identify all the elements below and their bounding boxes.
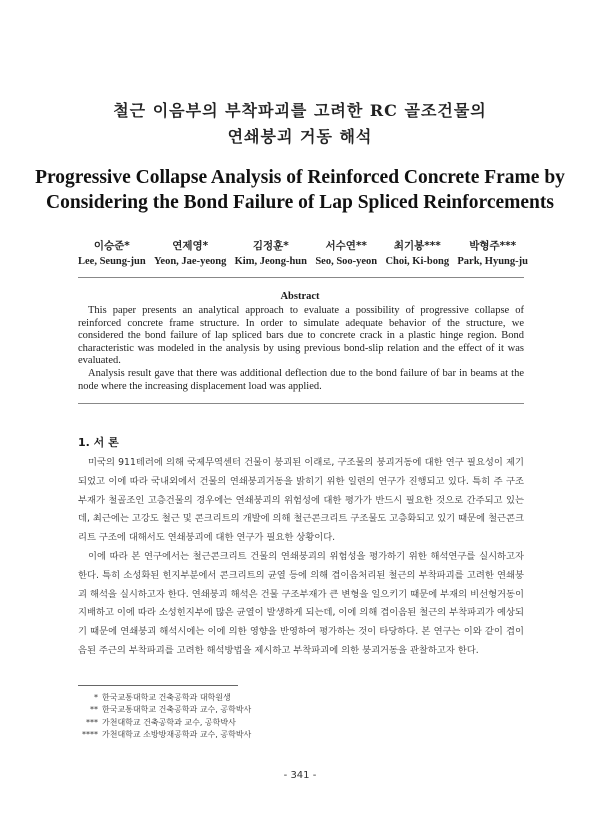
page-number: - 341 - <box>283 770 317 781</box>
footnote-text: 가천대학교 소방방재공학과 교수, 공학박사 <box>102 729 252 739</box>
author-3 <box>235 238 307 270</box>
footnote-marker: **** <box>82 729 98 739</box>
body-paragraph: 미국의 911테러에 의해 국제무역센터 건물이 붕괴된 이래로, 구조물의 붕괴거동에 대한 연구 필요성이 제기되었고 이에 따라 국내외에서 건물의 연쇄붕괴거동을 밝히기 위한 일련의 연구가 진행되고 있다. 특히 주 구조부재가 철골조인 고층건물의 경우에는 연쇄붕괴의 위험성에 대한 평가가 반드시 필요한 것으로 간주되고 있는데, 최근에는 고강도 철근 및 콘크리트의 개발에 의해 철근콘크리트 구조물도 고층화되고 있기 때문에 철근콘크리트 구조에 대해서도 연쇄붕괴에 대한 연구가 필요한 상황이다. <box>78 457 524 544</box>
author-5 <box>385 238 449 270</box>
abstract-body <box>78 305 524 393</box>
author-list <box>78 238 528 270</box>
footnote-marker: ** <box>90 705 98 715</box>
author-name-en: Park, Hyung-ju <box>457 256 528 267</box>
author-name-kr: 김정훈* <box>252 240 289 252</box>
korean-title-line-2: 연쇄붕괴 거동 해석 <box>227 127 373 146</box>
author-name-en: Lee, Seung-jun <box>78 256 146 267</box>
footnote-text: 한국교통대학교 건축공학과 대학원생 <box>102 693 231 702</box>
footnote-divider <box>78 685 238 686</box>
author-name-kr: 서수연** <box>325 240 367 252</box>
korean-title-line-1: 철근 이음부의 부착파괴를 고려한 RC 골조건물의 <box>113 101 487 120</box>
author-4 <box>315 238 377 270</box>
footnote <box>78 692 378 704</box>
body-paragraph: 이에 따라 본 연구에서는 철근콘크리트 건물의 연쇄붕괴의 위험성을 평가하기 위한 해석연구를 실시하고자 한다. 특히 소성화된 힌지부분에서 콘크리트의 균열 등에 의해 겹이음처리된 철근의 부착파괴를 고려한 연쇄붕괴 해석을 실시하고자 한다. 연쇄붕괴 해석은 건물 구조부재가 큰 변형을 일으키기 때문에 부재의 비선형거동이 지배하고 이에 따라 소성힌지부에 많은 균열이 발생하게 되는데, 이에 의해 겹이음된 철근의 부착파괴가 예상되기 때문에 연쇄붕괴 해석시에는 이에 의한 영향을 반영하여 평가하는 것이 타당하다. 본 연구는 이와 같이 겹이음된 주근의 부착파괴를 고려한 해석방법을 제시하고 부착파괴에 의한 붕괴거동을 관찰하고자 한다. <box>78 550 524 656</box>
author-2 <box>154 238 226 270</box>
author-name-kr: 박형주*** <box>469 240 517 252</box>
author-name-kr: 연제영* <box>172 240 209 252</box>
author-name-kr: 최기봉*** <box>393 240 441 252</box>
footnote-marker: * <box>94 693 98 702</box>
abstract-heading: Abstract <box>280 291 320 302</box>
abstract-paragraph: Analysis result gave that there was additional deflection due to the bond failure of bar in beams at the node where the increasing displacement load was applied. <box>78 367 524 392</box>
section-heading: 1. 서 론 <box>78 436 119 449</box>
footnote-text: 한국교통대학교 건축공학과 교수, 공학박사 <box>102 705 252 715</box>
author-1 <box>78 238 146 270</box>
author-divider <box>78 277 524 278</box>
author-name-en: Kim, Jeong-hun <box>234 256 307 267</box>
footnote-text: 가천대학교 건축공학과 교수, 공학박사 <box>102 717 236 727</box>
footnote <box>78 717 378 729</box>
english-title-line-1: Progressive Collapse Analysis of Reinforced Concrete Frame by <box>35 167 565 188</box>
abstract-paragraph: This paper presents an analytical approach to evaluate a possibility of progressive collapse of reinforced concrete frame structure. In order to simulate adequate behavior of the structure, we considered the bond failure of lap spliced bars due to concrete crack in a plastic hinge region. Bond characteristic was modeled in the analysis by using previous bond-slip relation and the effect of it was evaluated. <box>78 305 524 367</box>
section-body <box>78 454 524 661</box>
author-name-en: Seo, Soo-yeon <box>315 256 378 267</box>
author-name-kr: 이승준* <box>93 240 130 252</box>
footnote <box>78 729 378 741</box>
footnote-list <box>78 692 378 741</box>
footnote-marker: *** <box>86 717 98 727</box>
author-6 <box>457 238 528 270</box>
footnote <box>78 704 378 716</box>
english-title-line-2: Considering the Bond Failure of Lap Spliced Reinforcements <box>46 192 554 213</box>
author-name-en: Yeon, Jae-yeong <box>154 256 227 267</box>
author-name-en: Choi, Ki-bong <box>385 256 450 267</box>
abstract-divider <box>78 403 524 404</box>
